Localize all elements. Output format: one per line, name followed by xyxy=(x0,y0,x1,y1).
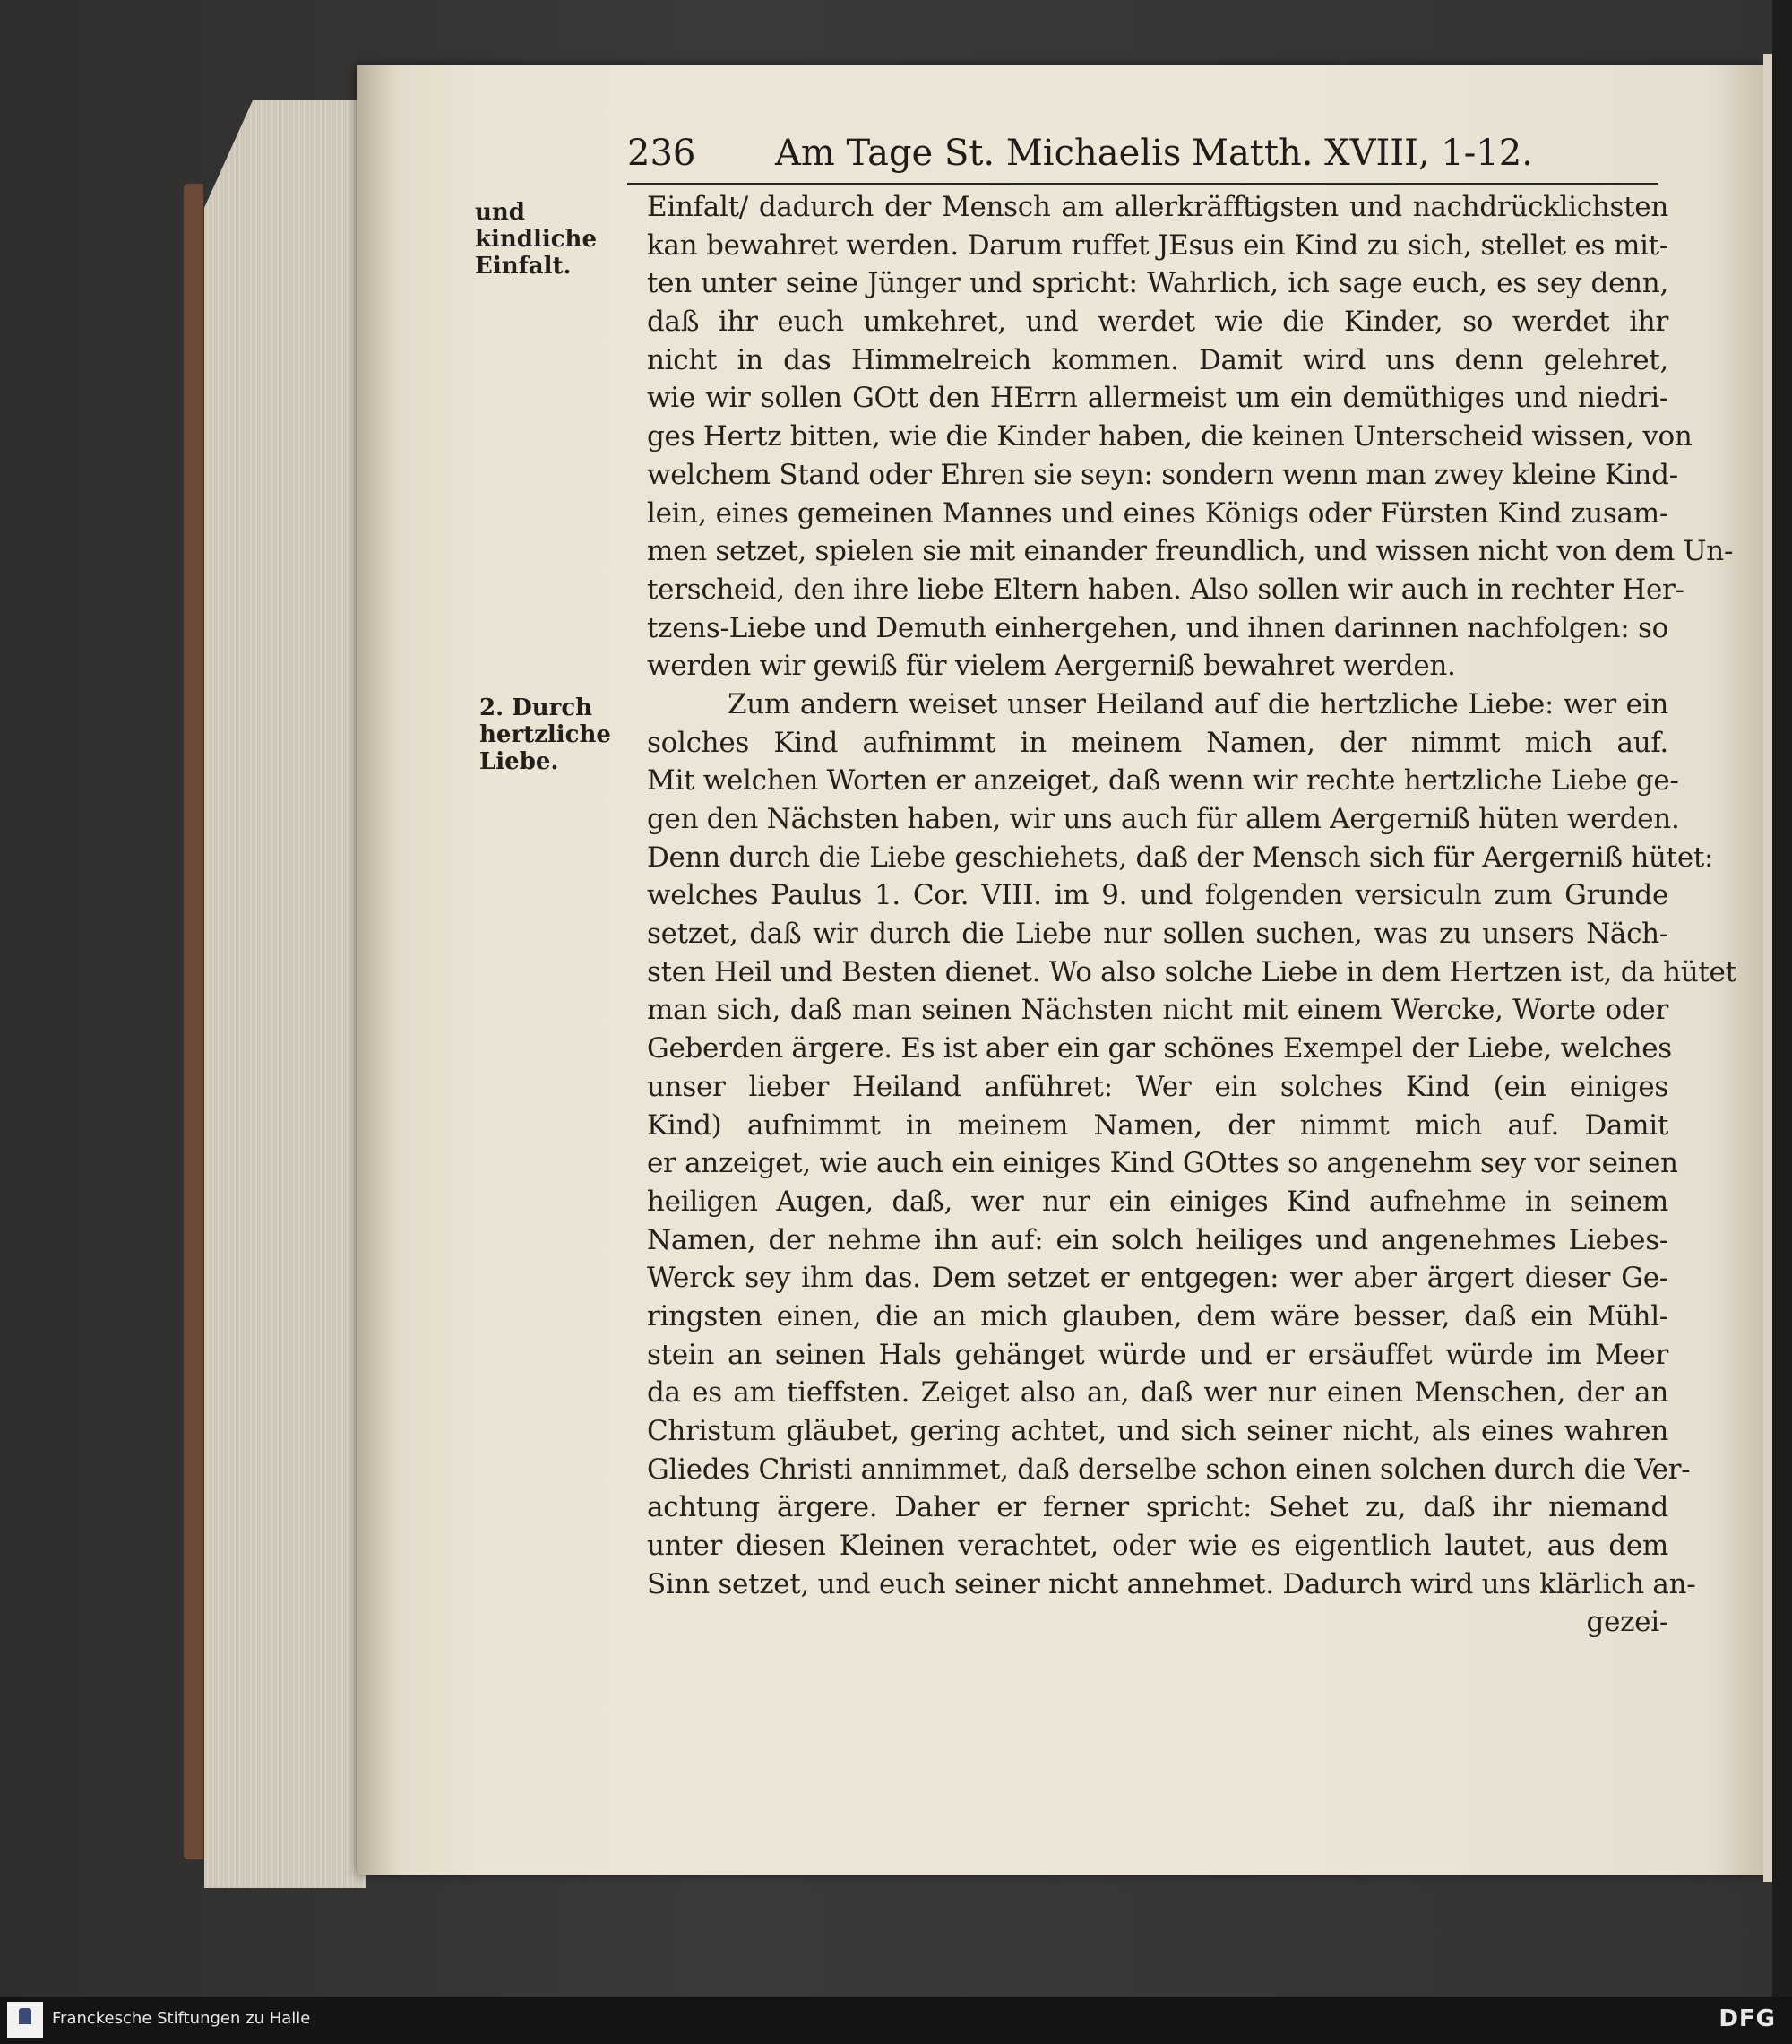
margin-note-2: 2. Durch hertzliche Liebe. xyxy=(479,694,611,775)
text-line: Namen, der nehme ihn auf: ein solch heiliges und angenehmes Liebes- xyxy=(647,1223,1668,1256)
text-line: Geberden ärgere. Es ist aber ein gar schönes Exempel der Liebe, welches xyxy=(647,1032,1672,1065)
text-line: Kind) aufnimmt in meinem Namen, der nimmt mich auf. Damit xyxy=(647,1108,1668,1142)
text-line: Zum andern weiset unser Heiland auf die hertzliche Liebe: wer ein xyxy=(728,687,1668,720)
text-line: ten unter seine Jünger und spricht: Wahrlich, ich sage euch, es sey denn, xyxy=(647,267,1668,300)
running-header xyxy=(627,133,1658,186)
text-line: Mit welchen Worten er anzeiget, daß wenn wir rechte hertzliche Liebe ge- xyxy=(647,764,1679,798)
text-line: er anzeiget, wie auch ein einiges Kind GOttes so angenehm sey vor seinen xyxy=(647,1147,1678,1180)
text-line: Gliedes Christi annimmet, daß derselbe schon einen solchen durch die Ver- xyxy=(647,1453,1691,1486)
text-line: achtung ärgere. Daher er ferner spricht: Sehet zu, daß ihr niemand xyxy=(647,1491,1668,1524)
text-line: tzens-Liebe und Demuth einhergehen, und ihnen darinnen nachfolgen: so xyxy=(647,611,1668,644)
text-line: setzet, daß wir durch die Liebe nur sollen suchen, was zu unsers Näch- xyxy=(647,918,1668,951)
text-line: ges Hertz bitten, wie die Kinder haben, die keinen Unterscheid wissen, von xyxy=(647,420,1693,453)
text-line: kan bewahret werden. Darum ruffet JEsus ein Kind zu sich, stellet es mit- xyxy=(647,229,1668,262)
text-line: men setzet, spielen sie mit einander freundlich, und wissen nicht von dem Un- xyxy=(647,535,1734,568)
catchword: gezei- xyxy=(1586,1606,1668,1639)
scripture-reference: Matth. XVIII, 1-12. xyxy=(1192,133,1533,174)
text-line: daß ihr euch umkehret, und werdet wie die Kinder, so werdet ihr xyxy=(647,306,1668,339)
institution-logo-icon[interactable] xyxy=(7,2002,43,2038)
text-line: Christum gläubet, gering achtet, und sich seiner nicht, als eines wahren xyxy=(647,1415,1668,1447)
viewer-footer xyxy=(0,1997,1792,2044)
text-line: ringsten einen, die an mich glauben, dem wäre besser, daß ein Mühl- xyxy=(647,1299,1668,1332)
text-line: Einfalt/ dadurch der Mensch am allerkräfftigsten und nachdrücklichsten xyxy=(647,191,1668,223)
text-line: Sinn setzet, und euch seiner nicht annehmet. Dadurch wird uns klärlich an- xyxy=(647,1567,1696,1600)
text-line: sten Heil und Besten dienet. Wo also solche Liebe in dem Hertzen ist, da hütet xyxy=(647,955,1736,988)
running-title: Am Tage St. Michaelis xyxy=(775,133,1182,174)
header-rule xyxy=(627,183,1658,185)
text-line: welchem Stand oder Ehren sie seyn: sondern wenn man zwey kleine Kind- xyxy=(647,458,1678,491)
text-line: terscheid, den ihre liebe Eltern haben. Also sollen wir auch in rechter Her- xyxy=(647,573,1684,606)
right-dark-stripe xyxy=(1772,0,1792,1997)
text-line: Denn durch die Liebe geschiehets, daß der Mensch sich für Aergerniß hütet: xyxy=(647,841,1714,874)
text-line: unter diesen Kleinen verachtet, oder wie es eigentlich lautet, aus dem xyxy=(647,1530,1668,1563)
book-cover-edge xyxy=(184,184,203,1859)
text-line: lein, eines gemeinen Mannes und eines Königs oder Fürsten Kind zusam- xyxy=(647,496,1668,530)
text-line: wie wir sollen GOtt den HErrn allermeist um ein demüthiges und niedri- xyxy=(647,382,1668,415)
text-line: heiligen Augen, daß, wer nur ein einiges Kind aufnehme in seinem xyxy=(647,1185,1668,1218)
dfg-logo[interactable]: DFG xyxy=(1719,2005,1776,2032)
text-line: man sich, daß man seinen Nächsten nicht mit einem Wercke, Worte oder xyxy=(647,994,1668,1027)
text-line: Werck sey ihm das. Dem setzet er entgegen: wer aber ärgert dieser Ge- xyxy=(647,1262,1668,1295)
text-line: da es am tieffsten. Zeiget also an, daß wer nur einen Menschen, der an xyxy=(647,1376,1668,1410)
text-line: werden wir gewiß für vielem Aergerniß bewahret werden. xyxy=(647,650,1456,683)
body-text xyxy=(647,188,1736,1642)
text-line: gen den Nächsten haben, wir uns auch für allem Aergerniß hüten werden. xyxy=(647,803,1680,835)
text-line: welches Paulus 1. Cor. VIII. im 9. und folgenden versiculn zum Grunde xyxy=(647,879,1668,912)
page-stack-edge xyxy=(204,100,366,1888)
margin-note-1: und kindliche Einfalt. xyxy=(475,199,598,280)
text-line: solches Kind aufnimmt in meinem Namen, der nimmt mich auf. xyxy=(647,726,1668,759)
text-line: unser lieber Heiland anführet: Wer ein solches Kind (ein einiges xyxy=(647,1070,1668,1103)
text-line: nicht in das Himmelreich kommen. Damit wird uns denn gelehret, xyxy=(647,343,1668,376)
text-line: stein an seinen Hals gehänget würde und er ersäuffet würde im Meer xyxy=(647,1338,1668,1371)
institution-name[interactable]: Franckesche Stiftungen zu Halle xyxy=(52,2009,311,2028)
page-number: 236 xyxy=(627,133,696,174)
page-right-edge xyxy=(1763,54,1772,1882)
